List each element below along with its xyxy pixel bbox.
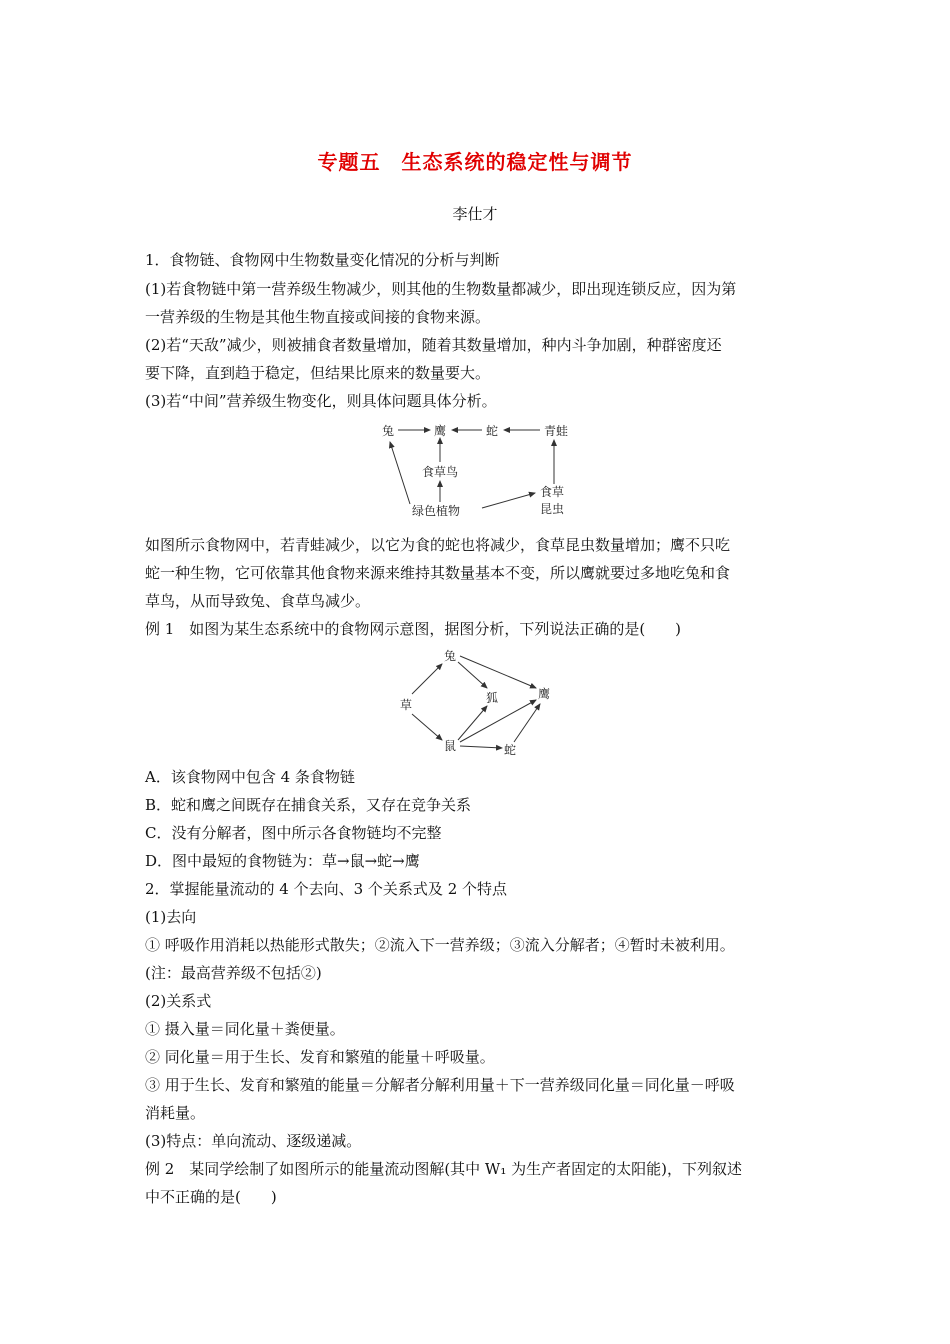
paragraph-line: (注：最高营养级不包括②) <box>145 964 322 982</box>
option-c: C．没有分解者，图中所示各食物链均不完整 <box>145 824 442 842</box>
node-plant: 绿色植物 <box>412 504 461 518</box>
paragraph-line: 要下降，直到趋于稳定，但结果比原来的数量要大。 <box>145 364 491 382</box>
node-grass: 草 <box>400 698 413 712</box>
node-snake: 蛇 <box>486 424 499 438</box>
section-2-heading: 2．掌握能量流动的 4 个去向、3 个关系式及 2 个特点 <box>145 880 508 898</box>
paragraph-line: (3)若“中间”营养级生物变化，则具体问题具体分析。 <box>145 392 497 410</box>
node-frog: 青蛙 <box>544 424 569 438</box>
paragraph-line: ③ 用于生长、发育和繁殖的能量＝分解者分解利用量＋下一营养级同化量＝同化量－呼吸 <box>145 1076 735 1094</box>
paragraph-line: 如图所示食物网中，若青蛙减少，以它为食的蛇也将减少，食草昆虫数量增加；鹰不只吃 <box>145 536 731 554</box>
node-fox: 狐 <box>486 691 499 705</box>
node-snake: 蛇 <box>504 743 517 757</box>
paragraph-line: (2)关系式 <box>145 992 212 1010</box>
food-web-diagram-2 <box>390 644 570 760</box>
paragraph-line: 蛇一种生物，它可依靠其他食物来源来维持其数量基本不变，所以鹰就要过多地吃兔和食 <box>145 564 731 582</box>
author: 李仕才 <box>452 205 498 223</box>
paragraph-line: (1)去向 <box>145 908 197 926</box>
paragraph-line: 消耗量。 <box>145 1104 206 1122</box>
page-title: 专题五 生态系统的稳定性与调节 <box>317 150 633 174</box>
paragraph-line: 中不正确的是( ) <box>145 1188 277 1206</box>
paragraph-line: (1)若食物链中第一营养级生物减少，则其他的生物数量都减少，即出现连锁反应，因为第 <box>145 280 737 298</box>
option-b: B．蛇和鹰之间既存在捕食关系，又存在竞争关系 <box>145 796 472 814</box>
option-a: A．该食物网中包含 4 条食物链 <box>145 768 355 786</box>
paragraph-line: 草鸟，从而导致兔、食草鸟减少。 <box>145 592 371 610</box>
node-eagle: 鹰 <box>434 424 447 438</box>
node-insect-2: 昆虫 <box>540 502 565 516</box>
node-bird: 食草鸟 <box>422 465 459 479</box>
node-insect-1: 食草 <box>540 485 565 499</box>
paragraph-line: ① 呼吸作用消耗以热能形式散失；②流入下一营养级；③流入分解者；④暂时未被利用。 <box>145 936 735 954</box>
option-d: D．图中最短的食物链为：草→鼠→蛇→鹰 <box>145 852 420 870</box>
node-rabbit: 兔 <box>444 649 457 663</box>
paragraph-line: (3)特点：单向流动、逐级递减。 <box>145 1132 362 1150</box>
food-web-diagram-1 <box>370 418 590 523</box>
paragraph-line: ② 同化量＝用于生长、发育和繁殖的能量＋呼吸量。 <box>145 1048 495 1066</box>
example-2-question: 例 2 某同学绘制了如图所示的能量流动图解(其中 W₁ 为生产者固定的太阳能)，下列叙述 <box>145 1160 742 1178</box>
paragraph-line: (2)若“天敌”减少，则被捕食者数量增加，随着其数量增加，种内斗争加剧，种群密度还 <box>145 336 722 354</box>
section-1-heading: 1．食物链、食物网中生物数量变化情况的分析与判断 <box>145 251 500 269</box>
node-mouse: 鼠 <box>444 739 457 753</box>
node-eagle: 鹰 <box>538 687 551 701</box>
example-1-question: 例 1 如图为某生态系统中的食物网示意图，据图分析，下列说法正确的是( ) <box>145 620 682 638</box>
node-rabbit: 兔 <box>382 424 395 438</box>
paragraph-line: ① 摄入量＝同化量＋粪便量。 <box>145 1020 345 1038</box>
paragraph-line: 一营养级的生物是其他生物直接或间接的食物来源。 <box>145 308 491 326</box>
